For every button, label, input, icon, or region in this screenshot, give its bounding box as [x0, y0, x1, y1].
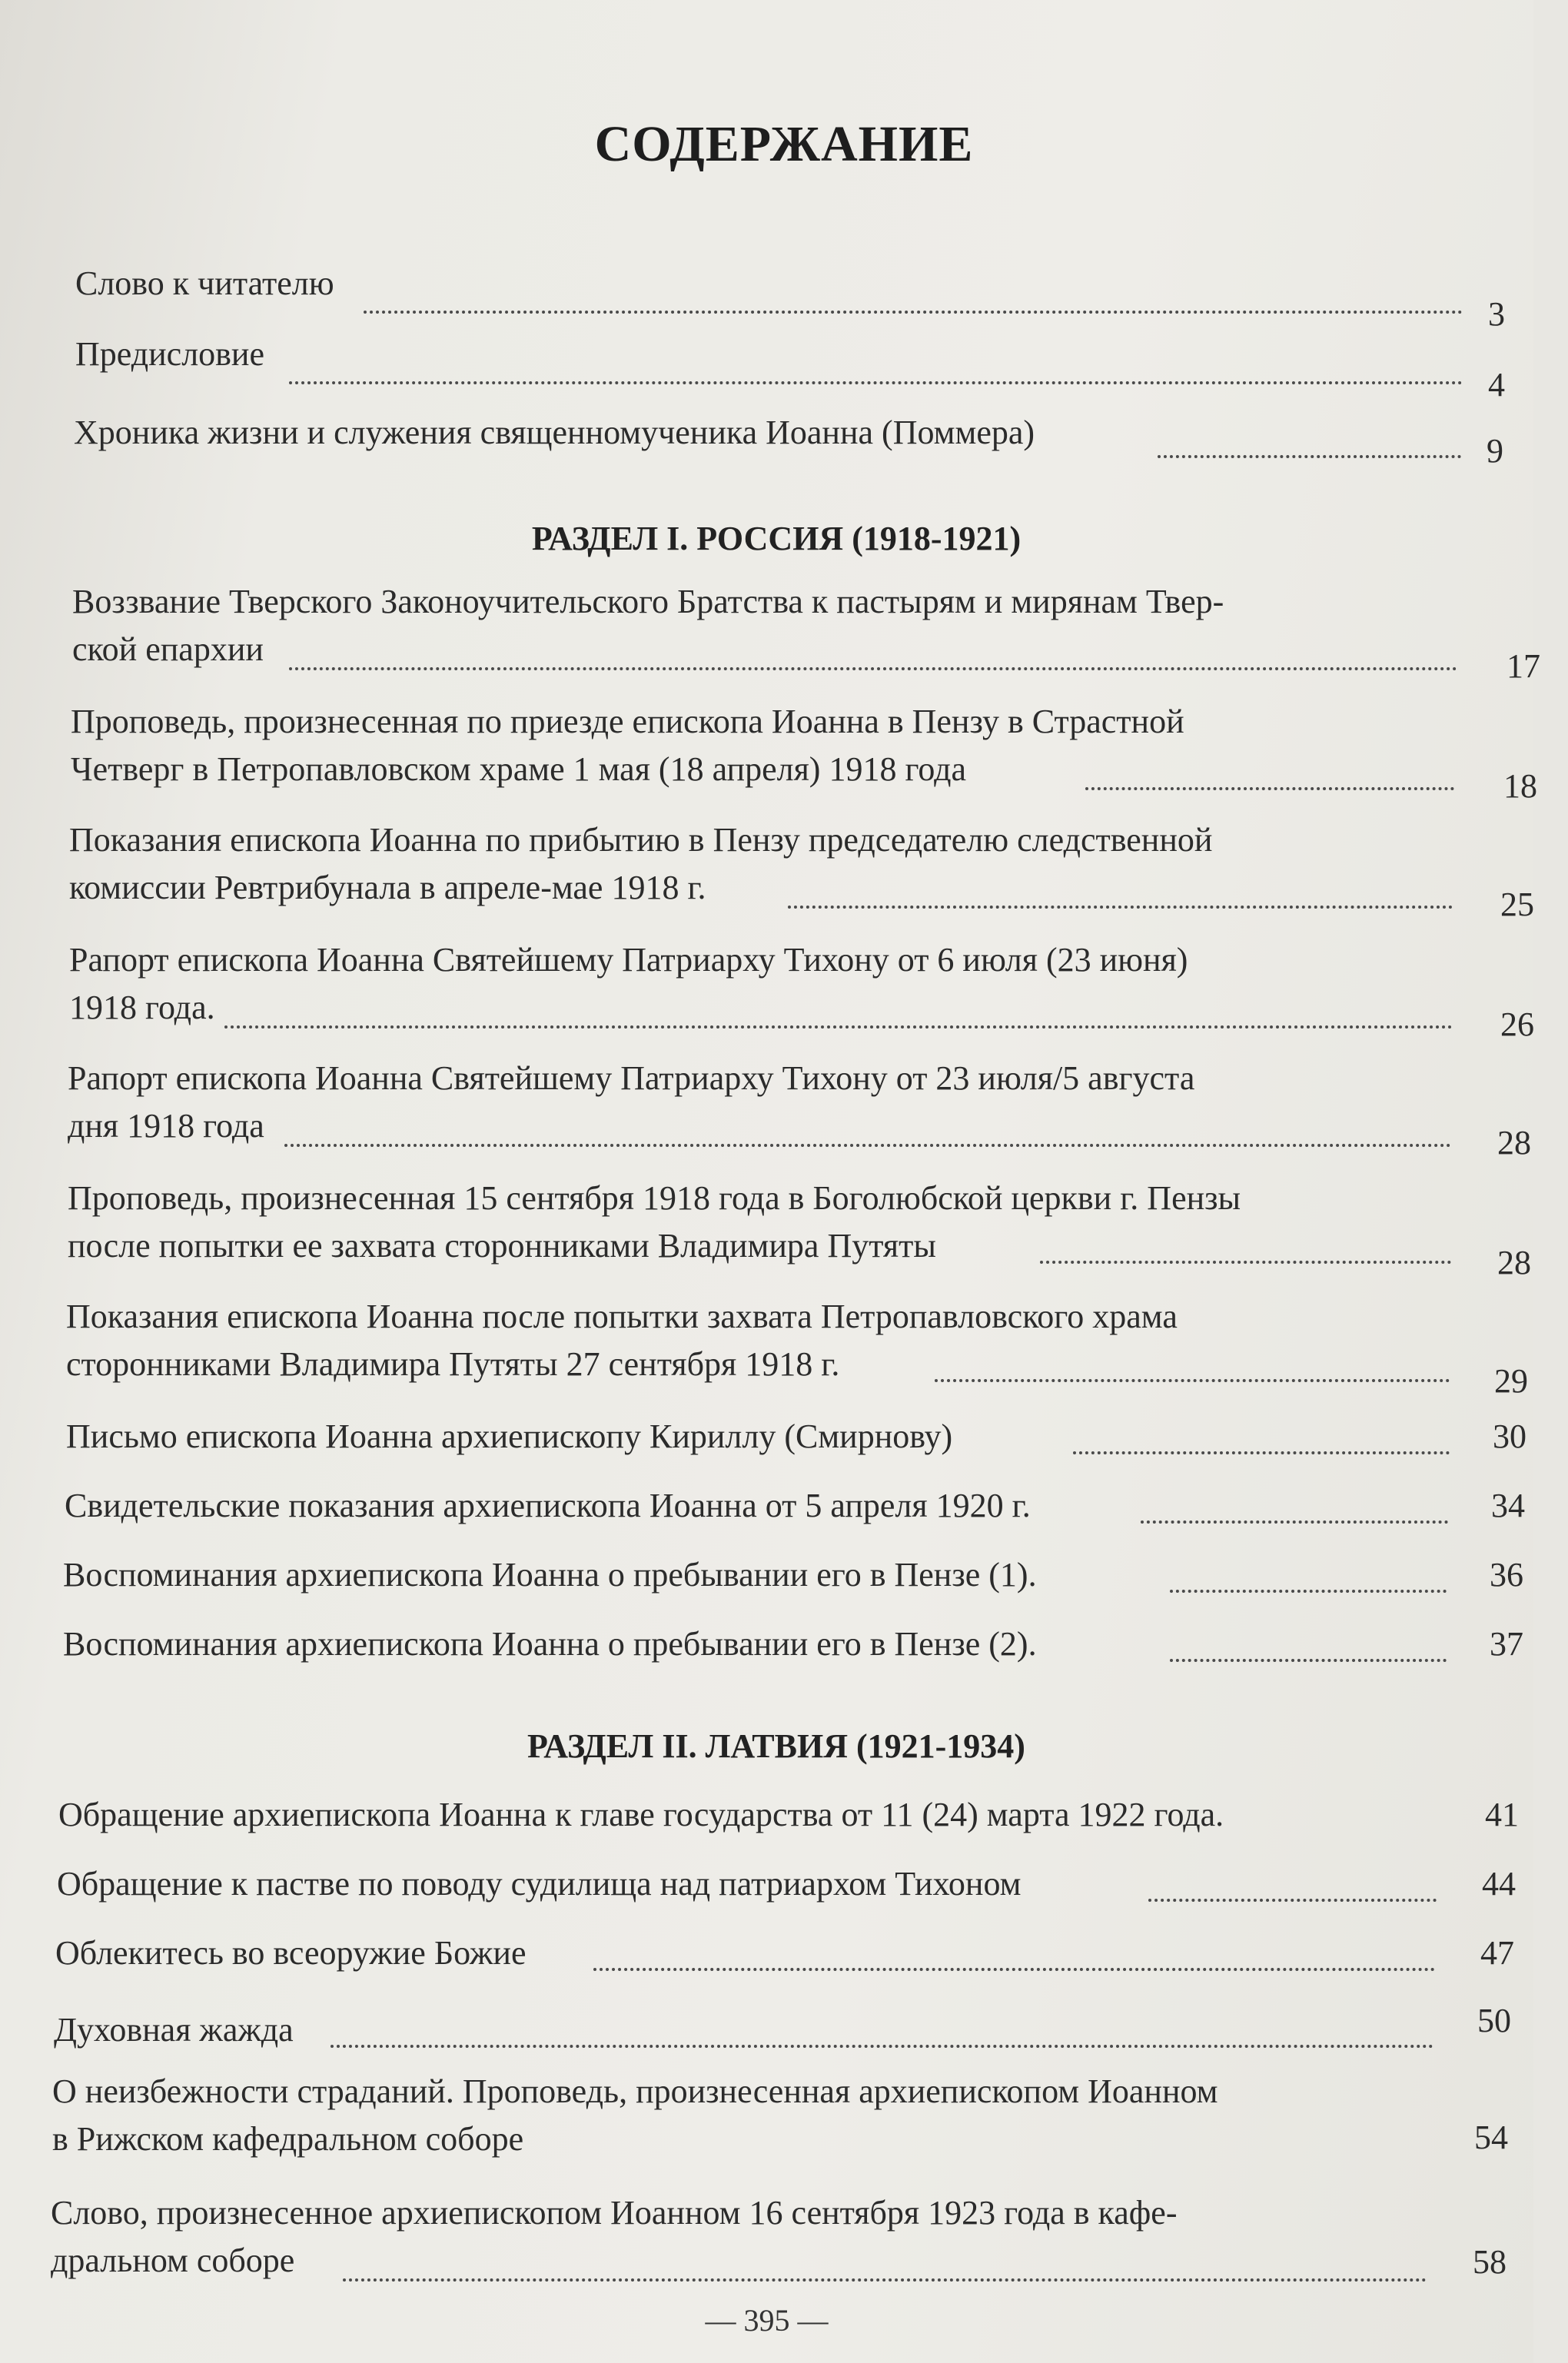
toc-entry-text: Показания епископа Иоанна по прибытию в Пензу председателю следственной	[69, 821, 1213, 859]
toc-page-number: 41	[1485, 1796, 1519, 1833]
toc-page-number: 37	[1490, 1625, 1523, 1663]
leader-dots	[593, 1968, 1435, 1971]
toc-entry-text: Обращение к пастве по поводу судилища над патриархом Тихоном	[57, 1865, 1022, 1903]
toc-entry-text: Показания епископа Иоанна после попытки захвата Петропавловского храма	[66, 1298, 1178, 1335]
leader-dots	[343, 2278, 1427, 2282]
toc-entry-text: Слово к читателю	[75, 264, 334, 302]
toc-entry-text: Рапорт епископа Иоанна Святейшему Патриарху Тихону от 6 июля (23 июня)	[69, 941, 1188, 979]
toc-entry-text: Воспоминания архиепископа Иоанна о пребывании его в Пензе (2).	[63, 1625, 1037, 1663]
toc-page-number: 4	[1488, 366, 1505, 404]
toc-entry-text: Воззвание Тверского Законоучительского Братства к пастырям и мирянам Твер-	[72, 583, 1224, 620]
toc-page-number: 9	[1487, 432, 1503, 470]
toc-page-number: 54	[1474, 2119, 1508, 2156]
toc-page-number: 25	[1500, 886, 1534, 923]
toc-entry-text: после попытки ее захвата сторонниками Владимира Путяты	[68, 1227, 936, 1265]
page-number-footer: — 395 —	[705, 2303, 829, 2338]
toc-page-number: 28	[1497, 1244, 1531, 1281]
toc-entry-text: Четверг в Петропавловском храме 1 мая (18 апреля) 1918 года	[71, 750, 967, 788]
toc-page-number: 29	[1494, 1362, 1528, 1400]
toc-entry-text: Духовная жажда	[54, 2011, 294, 2049]
page-title: СОДЕРЖАНИЕ	[594, 116, 974, 172]
toc-entry-text: Хроника жизни и служения священномученика Иоанна (Поммера)	[74, 414, 1035, 451]
leader-dots	[331, 2045, 1433, 2048]
toc-entry-text: О неизбежности страданий. Проповедь, произнесенная архиепископом Иоанном	[52, 2072, 1218, 2110]
toc-entry-text: Обращение архиепископа Иоанна к главе государства от 11 (24) марта 1922 года.	[58, 1796, 1224, 1833]
leader-dots	[364, 311, 1463, 314]
toc-page-number: 17	[1507, 647, 1540, 685]
toc-page-number: 3	[1488, 295, 1505, 333]
toc-entry-text: Предисловие	[75, 335, 264, 373]
leader-dots	[1141, 1520, 1448, 1524]
leader-dots	[1170, 1590, 1447, 1593]
toc-entry-text: комиссии Ревтрибунала в апреле-мае 1918 г.	[69, 869, 706, 906]
toc-entry-text: Письмо епископа Иоанна архиепископу Кириллу (Смирнову)	[66, 1417, 953, 1455]
toc-entry-text: Проповедь, произнесенная 15 сентября 1918 года в Боголюбской церкви г. Пензы	[68, 1179, 1241, 1217]
toc-entry-text: Слово, произнесенное архиепископом Иоанном 16 сентября 1923 года в кафе-	[51, 2194, 1178, 2232]
toc-page-number: 47	[1480, 1934, 1514, 1972]
toc-page-number: 30	[1493, 1417, 1526, 1455]
toc-page-number: 34	[1491, 1487, 1525, 1524]
toc-entry-text: Рапорт епископа Иоанна Святейшему Патриарху Тихону от 23 июля/5 августа	[68, 1059, 1195, 1097]
toc-page-number: 50	[1477, 2002, 1511, 2039]
toc-entry-text: 1918 года.	[69, 989, 215, 1026]
toc-entry-text: Проповедь, произнесенная по приезде епископа Иоанна в Пензу в Страстной	[71, 703, 1184, 740]
leader-dots	[284, 1144, 1451, 1147]
leader-dots	[1170, 1659, 1447, 1662]
leader-dots	[788, 906, 1453, 909]
leader-dots	[1085, 787, 1454, 790]
section-heading: РАЗДЕЛ II. ЛАТВИЯ (1921-1934)	[527, 1727, 1025, 1765]
toc-entry-text: дральном соборе	[51, 2242, 295, 2279]
leader-dots	[1158, 455, 1461, 458]
leader-dots	[1040, 1261, 1451, 1264]
toc-entry-text: Свидетельские показания архиепископа Иоанна от 5 апреля 1920 г.	[65, 1487, 1031, 1524]
toc-page-number: 36	[1490, 1556, 1523, 1594]
toc-entry-text: сторонниками Владимира Путяты 27 сентября 1918 г.	[66, 1345, 840, 1383]
toc-entry-text: в Рижском кафедральном соборе	[52, 2120, 524, 2158]
leader-dots	[289, 381, 1463, 384]
toc-entry-text: Воспоминания архиепископа Иоанна о пребывании его в Пензе (1).	[63, 1556, 1037, 1594]
section-heading: РАЗДЕЛ I. РОССИЯ (1918-1921)	[531, 520, 1022, 557]
leader-dots	[935, 1379, 1450, 1382]
leader-dots	[1073, 1451, 1450, 1454]
toc-page-number: 26	[1500, 1005, 1534, 1043]
leader-dots	[224, 1025, 1453, 1029]
toc-entry-text: ской епархии	[72, 630, 264, 668]
toc-page-number: 28	[1497, 1124, 1531, 1162]
leader-dots	[289, 667, 1457, 670]
toc-entry-text: Облекитесь во всеоружие Божие	[55, 1934, 527, 1972]
toc-page-number: 44	[1482, 1865, 1516, 1903]
leader-dots	[1148, 1899, 1437, 1902]
toc-page-number: 58	[1473, 2243, 1507, 2281]
toc-page-number: 18	[1503, 767, 1537, 805]
toc-entry-text: дня 1918 года	[68, 1107, 264, 1145]
